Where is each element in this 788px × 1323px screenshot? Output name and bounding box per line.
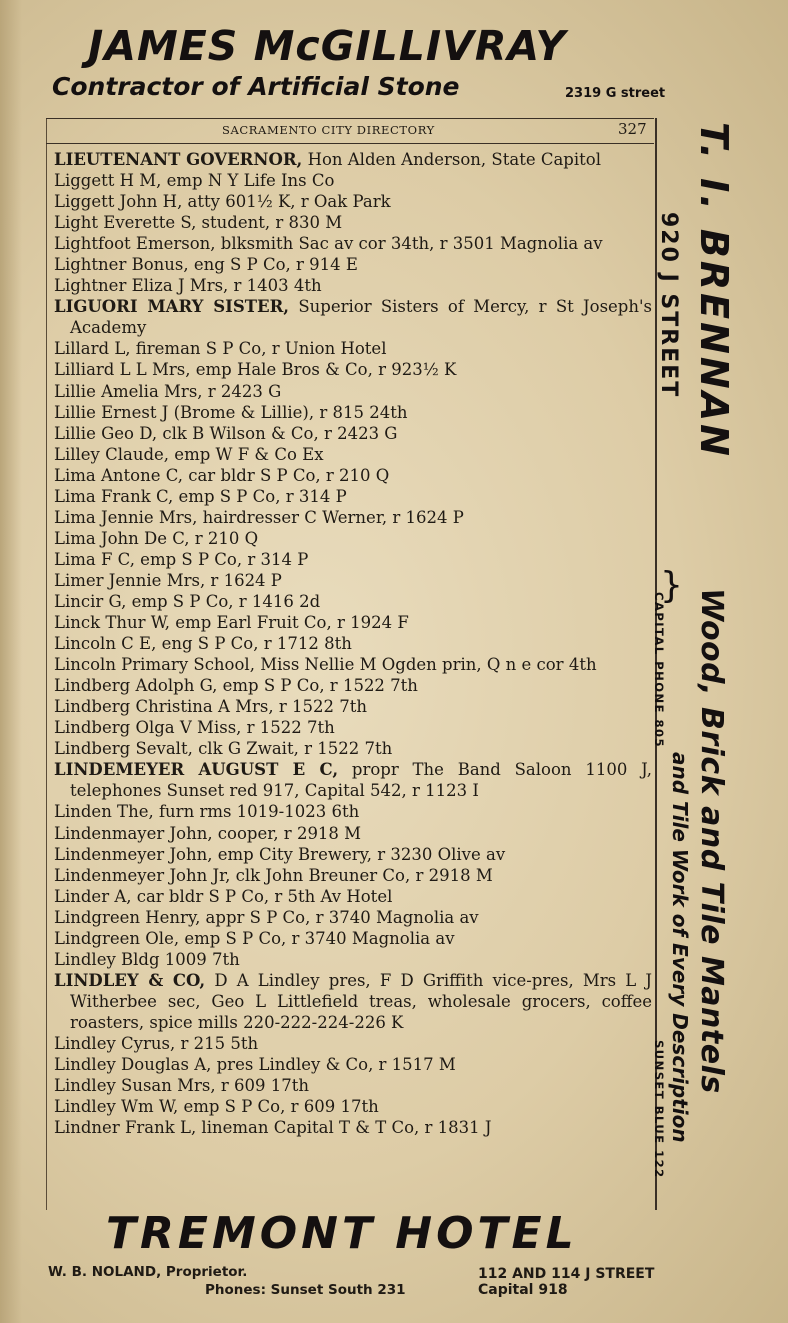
bottom-ad-street: 112 AND 114 J STREET [478, 1266, 655, 1282]
entry-bold-name: LIEUTENANT GOVERNOR, [54, 150, 303, 169]
directory-entries [54, 149, 652, 1138]
directory-entry [54, 212, 652, 233]
entry-text: Lindenmayer John, cooper, r 2918 M [54, 823, 362, 843]
directory-entry [54, 1054, 652, 1075]
entry-text: Lima John De C, r 210 Q [54, 528, 259, 548]
entry-text: Lillie Amelia Mrs, r 2423 G [54, 381, 282, 401]
directory-entry [54, 1117, 652, 1138]
directory-entry [54, 338, 652, 359]
directory-entry [54, 907, 652, 928]
directory-entry [54, 444, 652, 465]
directory-entry [54, 675, 652, 696]
page-number: 327 [618, 120, 647, 138]
directory-entry [54, 844, 652, 865]
entry-text: Lightner Bonus, eng S P Co, r 914 E [54, 255, 358, 275]
entry-text: Lima Jennie Mrs, hairdresser C Werner, r 1624 P [54, 507, 464, 527]
page-gutter-shadow [0, 0, 22, 1323]
directory-entry [54, 381, 652, 402]
directory-entry [54, 633, 652, 654]
directory-entry [54, 865, 652, 886]
entry-text: Lindley Wm W, emp S P Co, r 609 17th [54, 1097, 379, 1117]
entry-text: Lindberg Sevalt, clk G Zwait, r 1522 7th [54, 739, 393, 759]
directory-entry [54, 759, 652, 801]
entry-text: Lindley Bldg 1009 7th [54, 949, 240, 969]
entry-text: Lindenmeyer John, emp City Brewery, r 3230 Olive av [54, 844, 506, 864]
entry-text: Lightner Eliza J Mrs, r 1403 4th [54, 276, 322, 296]
directory-entry [54, 359, 652, 380]
entry-text: Lilley Claude, emp W F & Co Ex [54, 444, 324, 464]
entry-text: Lillard L, fireman S P Co, r Union Hotel [54, 339, 387, 359]
directory-entry [54, 170, 652, 191]
directory-entry [54, 423, 652, 444]
directory-entry [54, 1075, 652, 1096]
bottom-ad-name: TREMONT HOTEL [106, 1208, 578, 1259]
directory-entry [54, 1096, 652, 1117]
side-ad-address: 920 J STREET [656, 212, 681, 399]
entry-text: Liggett John H, atty 601½ K, r Oak Park [54, 192, 391, 212]
entry-text: Lindner Frank L, lineman Capital T & T Co, r 1831 J [54, 1118, 492, 1138]
entry-text: Lindgreen Henry, appr S P Co, r 3740 Magnolia av [54, 907, 479, 927]
directory-entry [54, 402, 652, 423]
entry-bold-name: LINDLEY & CO, [54, 970, 206, 990]
entry-text: Lima Antone C, car bldr S P Co, r 210 Q [54, 465, 390, 485]
side-ad-capital-phone: CAPITAL PHONE 805 [652, 592, 666, 749]
directory-entry [54, 801, 652, 822]
directory-entry [54, 296, 652, 338]
entry-text: Lillie Geo D, clk B Wilson & Co, r 2423 G [54, 423, 398, 443]
directory-entry [54, 528, 652, 549]
entry-text: Lightfoot Emerson, blksmith Sac av cor 34th, r 3501 Magnolia av [54, 234, 603, 254]
entry-bold-name: LIGUORI MARY SISTER, [54, 297, 290, 317]
entry-text: Linck Thur W, emp Earl Fruit Co, r 1924 F [54, 613, 409, 633]
directory-entry [54, 717, 652, 738]
entry-bold-name: LINDEMEYER AUGUST E C, [54, 760, 339, 780]
entry-text: Superior Sisters of Mercy, r St Joseph's Academy [70, 297, 652, 338]
entry-text: Hon Alden Anderson, State Capitol [307, 150, 601, 169]
entry-text: Lincoln C E, eng S P Co, r 1712 8th [54, 634, 352, 654]
bottom-ad-proprietor: W. B. NOLAND, Proprietor. [48, 1264, 248, 1280]
directory-entry [54, 1033, 652, 1054]
entry-text: Lindberg Adolph G, emp S P Co, r 1522 7th [54, 676, 418, 696]
directory-entry [54, 465, 652, 486]
entry-text: Lindgreen Ole, emp S P Co, r 3740 Magnolia av [54, 928, 455, 948]
directory-entry [54, 191, 652, 212]
entry-text: Lindberg Olga V Miss, r 1522 7th [54, 718, 335, 738]
entry-text: Lima Frank C, emp S P Co, r 314 P [54, 486, 347, 506]
directory-entry [54, 591, 652, 612]
directory-entry [54, 886, 652, 907]
header-top-rule [46, 118, 654, 119]
side-ad-line1: Wood, Brick and Tile Mantels [694, 588, 729, 1094]
entry-text: Lindberg Christina A Mrs, r 1522 7th [54, 697, 367, 717]
directory-entry [54, 949, 652, 970]
directory-entry [54, 275, 652, 296]
entry-text: Lindenmeyer John Jr, clk John Breuner Co, r 2918 M [54, 865, 493, 885]
top-ad-address: 2319 G street [565, 86, 666, 101]
side-ad-line2: and Tile Work of Every Description [668, 752, 692, 1143]
directory-entry [54, 233, 652, 254]
bottom-ad-capital-phone: Capital 918 [478, 1282, 568, 1298]
directory-entry [54, 928, 652, 949]
entry-text: Lincoln Primary School, Miss Nellie M Ogden prin, Q n e cor 4th [54, 655, 597, 675]
entry-text: Linder A, car bldr S P Co, r 5th Av Hotel [54, 886, 393, 906]
directory-entry [54, 570, 652, 591]
entry-text: Lillie Ernest J (Brome & Lillie), r 815 24th [54, 402, 408, 422]
side-ad-brace: } [660, 565, 683, 606]
entry-text: Lilliard L L Mrs, emp Hale Bros & Co, r 923½ K [54, 360, 457, 380]
bottom-ad-address [478, 1266, 654, 1298]
directory-entry [54, 507, 652, 528]
directory-entry [54, 612, 652, 633]
side-ad-sunset-phone: SUNSET BLUE 122 [652, 1040, 666, 1179]
directory-entry [54, 696, 652, 717]
entry-text: Lincir G, emp S P Co, r 1416 2d [54, 591, 321, 611]
top-ad-tagline: Contractor of Artificial Stone [52, 72, 460, 101]
running-head-title: SACRAMENTO CITY DIRECTORY [222, 123, 435, 137]
directory-entry [54, 486, 652, 507]
entry-text: Lindley Susan Mrs, r 609 17th [54, 1076, 310, 1096]
entry-text: Limer Jennie Mrs, r 1624 P [54, 570, 282, 590]
header-bottom-rule [46, 143, 654, 144]
side-ad-name: T. I. BRENNAN [692, 122, 736, 459]
entry-text: propr The Band Saloon 1100 J, telephones Sunset red 917, Capital 542, r 1123 I [70, 760, 653, 801]
directory-entry [54, 149, 652, 170]
directory-entry [54, 970, 652, 1033]
entry-text: D A Lindley pres, F D Griffith vice-pres, Mrs L J Witherbee sec, Geo L Littlefield treas, wholesale grocers, coffee roasters, spice mills 220-222-224-226 K [70, 970, 653, 1032]
top-ad-name: JAMES McGILLIVRAY [88, 22, 567, 70]
entry-text: Light Everette S, student, r 830 M [54, 213, 343, 233]
entry-text: Linden The, furn rms 1019-1023 6th [54, 802, 360, 822]
directory-entry [54, 823, 652, 844]
directory-entry [54, 738, 652, 759]
bottom-ad-phones: Phones: Sunset South 231 [205, 1282, 406, 1298]
entry-text: Lindley Douglas A, pres Lindley & Co, r 1517 M [54, 1055, 456, 1075]
directory-entry [54, 254, 652, 275]
entry-text: Liggett H M, emp N Y Life Ins Co [54, 171, 335, 191]
entry-text: Lindley Cyrus, r 215 5th [54, 1033, 259, 1053]
directory-entry [54, 654, 652, 675]
directory-entry [54, 549, 652, 570]
entry-text: Lima F C, emp S P Co, r 314 P [54, 549, 309, 569]
